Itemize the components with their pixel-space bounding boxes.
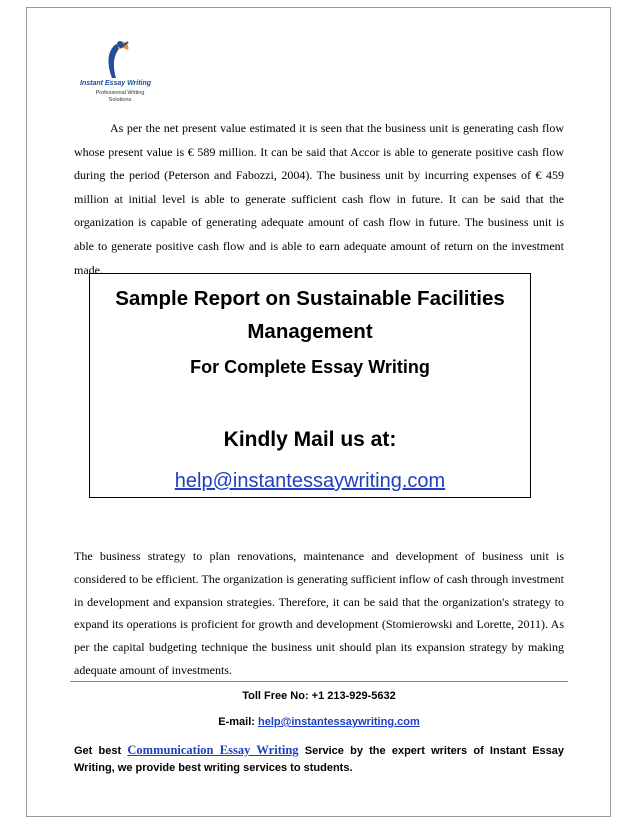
footer-promo (74, 742, 564, 777)
body-paragraph-1: As per the net present value estimated it is seen that the business unit is generating cash flow whose present value is € 589 million. It can be said that Accor is able to generate positive cash flow during the period (Peterson and Fabozzi, 2004). The business unit by incurring expenses of € 459 million at initial level is able to generate sufficient cash flow in future. It can be said that the organization is capable of generating adequate amount of cash flow in future. The business unit is able to generate positive cash flow and is able to earn adequate amount of return on the investment made. (74, 121, 564, 277)
logo (80, 38, 190, 108)
promo-box (89, 273, 531, 498)
footer-promo-link[interactable]: Communication Essay Writing (127, 743, 299, 757)
promo-title: Sample Report on Sustainable Facilities Management (115, 287, 505, 343)
promo-email-link[interactable]: help@instantessaywriting.com (174, 470, 446, 492)
body-paragraph-2: The business strategy to plan renovations, maintenance and development of business unit is considered to be efficient. The organization is generating sufficient inflow of cash through investment in development and expansion strategies. Therefore, it can be said that the organization's strategy to expand its operations is proficient for growth and development (Stomierowski and Lorette, 2011). As per the capital budgeting technique the business unit should plan its expansion strategy by making adequate amount of investments. (74, 549, 564, 677)
logo-subtitle-line: Professional Writing (95, 90, 145, 96)
footer-promo-before: Get best (74, 745, 122, 757)
logo-subtitle (90, 90, 150, 104)
footer-divider (70, 681, 568, 682)
promo-call-to-action: For Complete Essay Writing (190, 357, 430, 377)
logo-figure-icon (94, 38, 138, 82)
footer-promo-after: Service by the expert writers of Instant Essay Writing, we provide best writing services to students. (74, 745, 565, 774)
footer-email-link[interactable]: help@instantessaywriting.com (258, 716, 420, 728)
logo-subtitle-line: Solutions (108, 97, 132, 103)
promo-mail-prompt: Kindly Mail us at: (223, 428, 397, 451)
footer-email-label: E-mail: (218, 716, 255, 728)
footer-email-line (74, 716, 564, 728)
logo-title: Instant Essay Writing (80, 80, 152, 87)
footer-toll-free: Toll Free No: +1 213-929-5632 (242, 690, 396, 702)
